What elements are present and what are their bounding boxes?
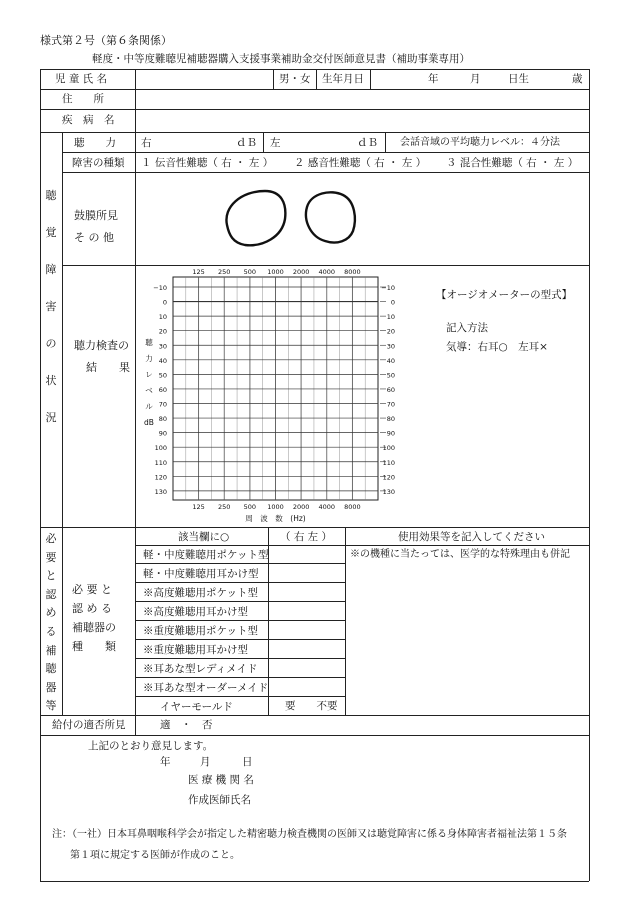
needed-aids-label-3: 補聴器の — [72, 621, 116, 634]
section-char: 認 — [45, 587, 57, 601]
y-axis-label-char: ル — [145, 402, 153, 411]
freq-tick-bottom: 250 — [218, 503, 231, 511]
applicable-header: 該当欄に○ — [178, 531, 230, 543]
audiogram-chart — [135, 265, 435, 527]
x-axis-label: 周 波 数 (Hz) — [245, 514, 306, 523]
earmold-need-option[interactable]: 要 不要 — [285, 700, 338, 712]
needed-aids-label-4: 種 類 — [72, 640, 116, 653]
form-number: 様式第２号（第６条関係） — [40, 34, 172, 47]
other-label: そ の 他 — [74, 231, 114, 244]
section-char: 聴 — [45, 662, 57, 676]
mixed-option[interactable]: ３ 混合性難聴（ 右 ・ 左 ） — [446, 157, 579, 169]
section-char: 聴 — [45, 189, 57, 202]
y-axis-label-char: 力 — [145, 354, 153, 363]
level-tick-label-right: 50 — [386, 371, 395, 380]
eardrum-label: 鼓膜所見 — [74, 209, 118, 222]
freq-tick-top: 250 — [218, 268, 231, 276]
disease-label: 疾 病 名 — [62, 114, 115, 126]
hearing-aid-option[interactable]: ※高度難聴用耳かけ型 — [143, 606, 248, 618]
level-tick-label: 130 — [154, 487, 167, 496]
section-char: と — [45, 569, 57, 583]
year-label: 年 — [428, 73, 439, 85]
freq-tick-bottom: 500 — [243, 503, 257, 511]
footnote-line-2: 第１項に規定する医師が作成のこと。 — [70, 850, 240, 861]
freq-tick-bottom: 2000 — [292, 503, 310, 511]
child-name-label: 児 童 氏 名 — [55, 73, 108, 85]
level-tick-label: 30 — [158, 342, 167, 351]
level-tick-label: 40 — [158, 356, 167, 365]
ear-side-header: （ 右 左 ） — [280, 531, 333, 543]
footnote-line-1: 注：（一社）日本耳鼻咽喉科学会が指定した精密聴力検査機関の医師又は聴覚障害に係る身体障害者福祉法第１５条 — [52, 829, 567, 840]
hearing-aid-option[interactable]: ※重度難聴用耳かけ型 — [143, 644, 248, 656]
hearing-aid-option[interactable]: ※高度難聴用ポケット型 — [143, 587, 258, 599]
level-tick-label: 10 — [158, 313, 167, 322]
day-label: 日生 — [508, 73, 529, 85]
hearing-aid-option[interactable]: イヤーモールド — [160, 701, 233, 713]
level-tick-label: 0 — [162, 298, 167, 307]
y-axis-label-char: dB — [144, 418, 154, 427]
section-char: 状 — [45, 374, 57, 387]
sign-day: 日 — [242, 756, 253, 768]
section-char: 覚 — [45, 226, 57, 239]
sensorineural-option[interactable]: ２ 感音性難聴（ 右 ・ 左 ） — [294, 157, 427, 169]
freq-tick-bottom: 4000 — [318, 503, 336, 511]
usage-effect-header: 使用効果等を記入してください — [398, 531, 545, 543]
hearing-aid-option[interactable]: ※耳あな型レディメイド — [143, 663, 258, 675]
level-tick-label: −10 — [153, 284, 167, 292]
y-axis-label-char: レ — [145, 370, 153, 379]
section-char: 況 — [45, 411, 57, 424]
level-tick-label: 120 — [154, 473, 167, 482]
hearing-aid-option[interactable]: 軽・中度難聴用耳かけ型 — [143, 568, 259, 580]
level-tick-label-right: 30 — [386, 342, 395, 351]
freq-tick-top: 8000 — [344, 268, 361, 276]
level-tick-label-right: 0 — [390, 298, 395, 307]
right-eardrum-drawing — [226, 191, 285, 245]
needed-aids-label-1: 必 要 と — [72, 583, 112, 596]
section-char: 障 — [45, 263, 57, 276]
needed-aids-label-2: 認 め る — [72, 602, 112, 615]
freq-tick-bottom: 1000 — [267, 503, 284, 511]
sex-option[interactable]: 男・女 — [279, 73, 311, 85]
audiometer-type-label: 【オージオメーターの型式】 — [436, 289, 573, 301]
level-tick-label: 70 — [158, 400, 167, 409]
left-ear-label: 左 — [270, 137, 281, 149]
freq-tick-top: 4000 — [318, 268, 336, 276]
level-tick-label-right: 70 — [386, 400, 395, 409]
section-char: 等 — [45, 699, 57, 713]
age-label: 歳 — [572, 73, 583, 85]
y-axis-label-char: ベ — [145, 386, 153, 395]
section-char: る — [45, 625, 57, 638]
freq-tick-bottom: 125 — [192, 503, 205, 511]
freq-tick-top: 1000 — [267, 268, 284, 276]
level-tick-label: 60 — [158, 385, 167, 394]
eligibility-label: 給付の適否所見 — [52, 719, 126, 731]
hearing-aid-option[interactable]: ※重度難聴用ポケット型 — [143, 625, 258, 637]
doctor-name-label: 作成医師氏名 — [188, 794, 251, 806]
level-tick-label-right: 100 — [382, 444, 395, 453]
section-char: 必 — [45, 532, 57, 545]
level-tick-label: 100 — [154, 444, 167, 453]
level-tick-label-right: 130 — [382, 487, 395, 496]
level-tick-label: 80 — [158, 415, 167, 424]
sign-month: 月 — [200, 756, 211, 768]
level-tick-label: 20 — [158, 327, 167, 336]
section-char: 害 — [45, 300, 57, 313]
level-tick-label: 90 — [158, 429, 167, 438]
section-char: の — [45, 337, 57, 350]
left-eardrum-drawing — [306, 192, 355, 242]
section-char: 要 — [45, 550, 57, 564]
section-char: 器 — [45, 680, 57, 694]
hearing-aid-option[interactable]: ※耳あな型オーダーメイド — [143, 682, 269, 694]
freq-tick-top: 125 — [192, 268, 205, 276]
special-reason-note: ※の機種に当たっては、医学的な特殊理由も併記 — [350, 549, 570, 560]
level-tick-label-right: 60 — [386, 385, 395, 394]
level-tick-label-right: 120 — [382, 473, 395, 482]
freq-tick-top: 500 — [243, 268, 257, 276]
eligibility-option[interactable]: 適 ・ 否 — [160, 719, 213, 731]
freq-tick-bottom: 8000 — [344, 503, 361, 511]
level-tick-label-right: −10 — [381, 284, 395, 292]
address-label: 住 所 — [62, 93, 104, 105]
conductive-option[interactable]: １ 伝音性難聴（ 右 ・ 左 ） — [141, 157, 274, 169]
test-result-label-2: 結 果 — [86, 361, 130, 374]
freq-tick-top: 2000 — [292, 268, 310, 276]
level-tick-label: 110 — [154, 458, 167, 467]
level-tick-label: 50 — [158, 371, 167, 380]
page-title: 軽度・中等度難聴児補聴器購入支援事業補助金交付医師意見書（補助事業専用） — [92, 53, 470, 65]
test-result-label: 聴力検査の — [74, 339, 129, 352]
statement-text: 上記のとおり意見します。 — [88, 740, 214, 752]
entry-method-label: 記入方法 — [446, 322, 488, 334]
hearing-level-label: 聴 力 — [74, 137, 116, 149]
right-unit: ｄＢ — [236, 137, 257, 149]
average-hearing-label: 会話音域の平均聴力レベル：４分法 — [400, 137, 560, 148]
medical-institution-label: 医 療 機 関 名 — [188, 774, 254, 786]
level-tick-label-right: 110 — [382, 458, 395, 467]
y-axis-label-char: 聴 — [145, 338, 153, 347]
level-tick-label-right: 90 — [386, 429, 395, 438]
level-tick-label-right: 80 — [386, 415, 395, 424]
disability-type-label: 障害の種類 — [72, 157, 125, 169]
month-label: 月 — [470, 73, 481, 85]
sign-year: 年 — [160, 756, 171, 768]
section-char: め — [45, 606, 57, 620]
section-char: 補 — [45, 643, 57, 657]
hearing-aid-option[interactable]: 軽・中度難聴用ポケット型 — [143, 549, 269, 561]
left-unit: ｄＢ — [357, 137, 378, 149]
right-ear-label: 右 — [141, 137, 152, 149]
dob-label: 生年月日 — [322, 73, 364, 85]
level-tick-label-right: 10 — [386, 313, 395, 322]
level-tick-label-right: 40 — [386, 356, 395, 365]
eardrum-sketch — [215, 185, 375, 255]
level-tick-label-right: 20 — [386, 327, 395, 336]
entry-method-value: 気導：右耳○ 左耳× — [446, 341, 548, 353]
